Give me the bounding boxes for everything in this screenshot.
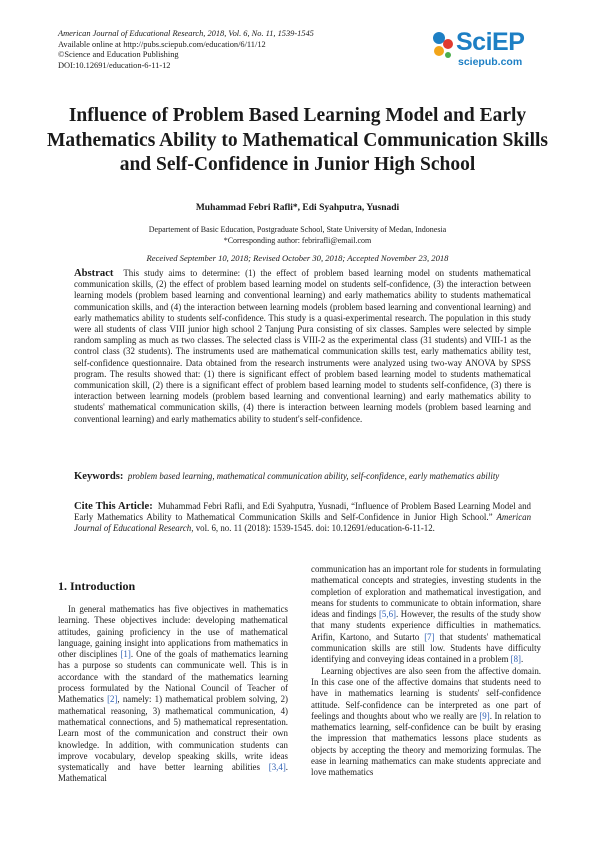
citation-link[interactable]: [2] xyxy=(107,694,118,705)
corresponding-author: *Corresponding author: febrirafli@email.com xyxy=(223,235,372,245)
copyright-line: ©Science and Education Publishing xyxy=(58,50,179,60)
intro-paragraph-1-cont xyxy=(311,564,541,666)
abstract-text: This study aims to determine: (1) the effect of problem based learning model on students mathematical communication skills, (2) the effect of problem based learning model on students self-confidence, (3) the interaction between learning models (problem based learning and conventional learning) and early mathematics ability to students mathematical communication skills, and (4) the interaction between learning models (problem based learning and conventional learning) and early mathematics ability to students self-confidence. This study is a quasi-experimental research. The population in this study were all students of class VIII junior high school 2 Tanjung Pura consisting of six classes. Samples were selected by simple random sampling as much as two classes. The selected class is VIII-2 as the experimental class (31 students) and VIII-1 as the control class (32 students). The instruments used are mathematical communication skills test, early mathematics ability test, self-confidence questionnaire. Data obtained from the research instruments were analyzed using two-way ANOVA by SPSS program. The results showed that: (1) there is significant effect of problem based learning model to students mathematical communication skill, (2) there is a significant effect of problem based learning model to students self-confidence, (3) there is interaction between learning models (problem based learning and conventional learning) and early mathematics ability to students' mathematical communication skills, (4) there is interaction between learning models (problem based learning and conventional learning) and early mathematics ability to student's self-confidence. xyxy=(74,268,531,424)
intro-paragraph-1 xyxy=(58,604,288,785)
citation-link[interactable]: [7] xyxy=(424,631,435,642)
citation-link[interactable]: [9] xyxy=(479,710,490,721)
available-line: Available online at http://pubs.sciepub.com/education/6/11/12 xyxy=(58,39,266,49)
citation-link[interactable]: [3,4] xyxy=(268,762,286,773)
logo-circles-icon xyxy=(430,30,456,60)
paragraph-text: that students' mathematical communication skills are still low. Students have difficulty identifying and conveying ideas contained in a problem xyxy=(311,631,542,665)
affiliation: Departement of Basic Education, Postgraduate School, State University of Medan, Indonesia xyxy=(148,225,447,234)
right-column xyxy=(311,564,541,779)
paragraph-text: . However, the results of the study show that many students experience difficulties in mathematics. Arifin, Kartono, and Sutarto xyxy=(311,609,542,642)
paragraph-text: , namely: 1) mathematical problem solving, 2) mathematical reasoning, 3) mathematical communication, 4) mathematical connections, and 5) mathematical representation. Learn most of the communication and construct their own knowledge. In addition, with communication students can improve vocabulary, develop speaking skills, write ideas systematically and have better learning abilities xyxy=(58,694,289,773)
journal-header xyxy=(58,29,314,71)
keywords xyxy=(74,471,531,482)
paper-title: Influence of Problem Based Learning Model and Early Mathematics Ability to Mathematical Communication Skills and Self-Confidence in Junior High School xyxy=(46,105,548,175)
citation-link[interactable]: [8] xyxy=(510,654,521,665)
keywords-text: problem based learning, mathematical communication ability, self-confidence, early mathematics ability xyxy=(127,471,500,481)
cite-journal: American Journal of Educational Research, xyxy=(74,512,532,534)
logo-url: sciepub.com xyxy=(458,56,523,68)
keywords-label: Keywords: xyxy=(74,471,124,482)
cite-text-before: Muhammad Febri Rafli, and Edi Syahputra, Yusnadi, “Influence of Problem Based Learning Model and Early Mathematics Ability to Mathematical Communication Skills and Self-Confidence in Junior High School.” xyxy=(74,501,531,523)
sciep-logo xyxy=(430,28,535,72)
citation-link[interactable]: [5,6] xyxy=(378,609,396,620)
abstract xyxy=(74,268,531,425)
paragraph-text: . Mathematical xyxy=(58,762,289,784)
paragraph-text: . xyxy=(521,654,524,665)
paragraph-text: Learning objectives are also seen from the affective domain. In this case one of the affective domains that students need to have in mathematics learning is students' self-confidence attitude. Self-confidence can be interpreted as one part of feelings and thoughts about who we really are xyxy=(311,665,541,721)
left-column xyxy=(58,604,288,785)
logo-brand: SciEP xyxy=(456,28,525,56)
paragraph-text: In general mathematics has five objectives in mathematics learning. These objectives include: developing mathematical attitudes, gaining proficiency in the use of mathematical language, gaining insight into applications from mathematics in other disciplines xyxy=(58,604,288,660)
section-heading-introduction: 1. Introduction xyxy=(58,579,136,593)
citation-link[interactable]: [1] xyxy=(120,649,131,660)
cite-label: Cite This Article: xyxy=(74,501,153,512)
paragraph-text: . In relation to mathematics learning, self-confidence can be built by erasing the impression that mathematics lessons place students as objects by accepting the theory and memorizing formulas. The ease in learning mathematics can make students appreciate and love mathematics xyxy=(311,710,541,778)
submission-dates: Received September 10, 2018; Revised October 30, 2018; Accepted November 23, 2018 xyxy=(146,253,449,263)
abstract-label: Abstract xyxy=(74,268,114,279)
intro-paragraph-2 xyxy=(311,666,541,779)
paragraph-text: . One of the goals of mathematics learning has a purpose so students can communicate well. This is in accordance with the standard of the mathematics learning process formulated by the National Council of Teacher of Mathematics xyxy=(58,649,289,705)
cite-text-after: vol. 6, no. 11 (2018): 1539-1545. doi: 10.12691/education-6-11-12. xyxy=(195,523,435,534)
cite-this-article xyxy=(74,501,531,535)
doi-line: DOI:10.12691/education-6-11-12 xyxy=(58,60,171,70)
affiliation-block xyxy=(0,225,595,246)
journal-line: American Journal of Educational Research, 2018, Vol. 6, No. 11, 1539-1545 xyxy=(58,29,314,38)
authors: Muhammad Febri Rafli*, Edi Syahputra, Yusnadi xyxy=(195,203,400,213)
paragraph-text: communication has an important role for students in formulating mathematical concepts and strategies, investing students in the completion of exploration and mathematical investigation, and means for students to communicate to obtain information, share ideas and findings xyxy=(311,564,541,620)
